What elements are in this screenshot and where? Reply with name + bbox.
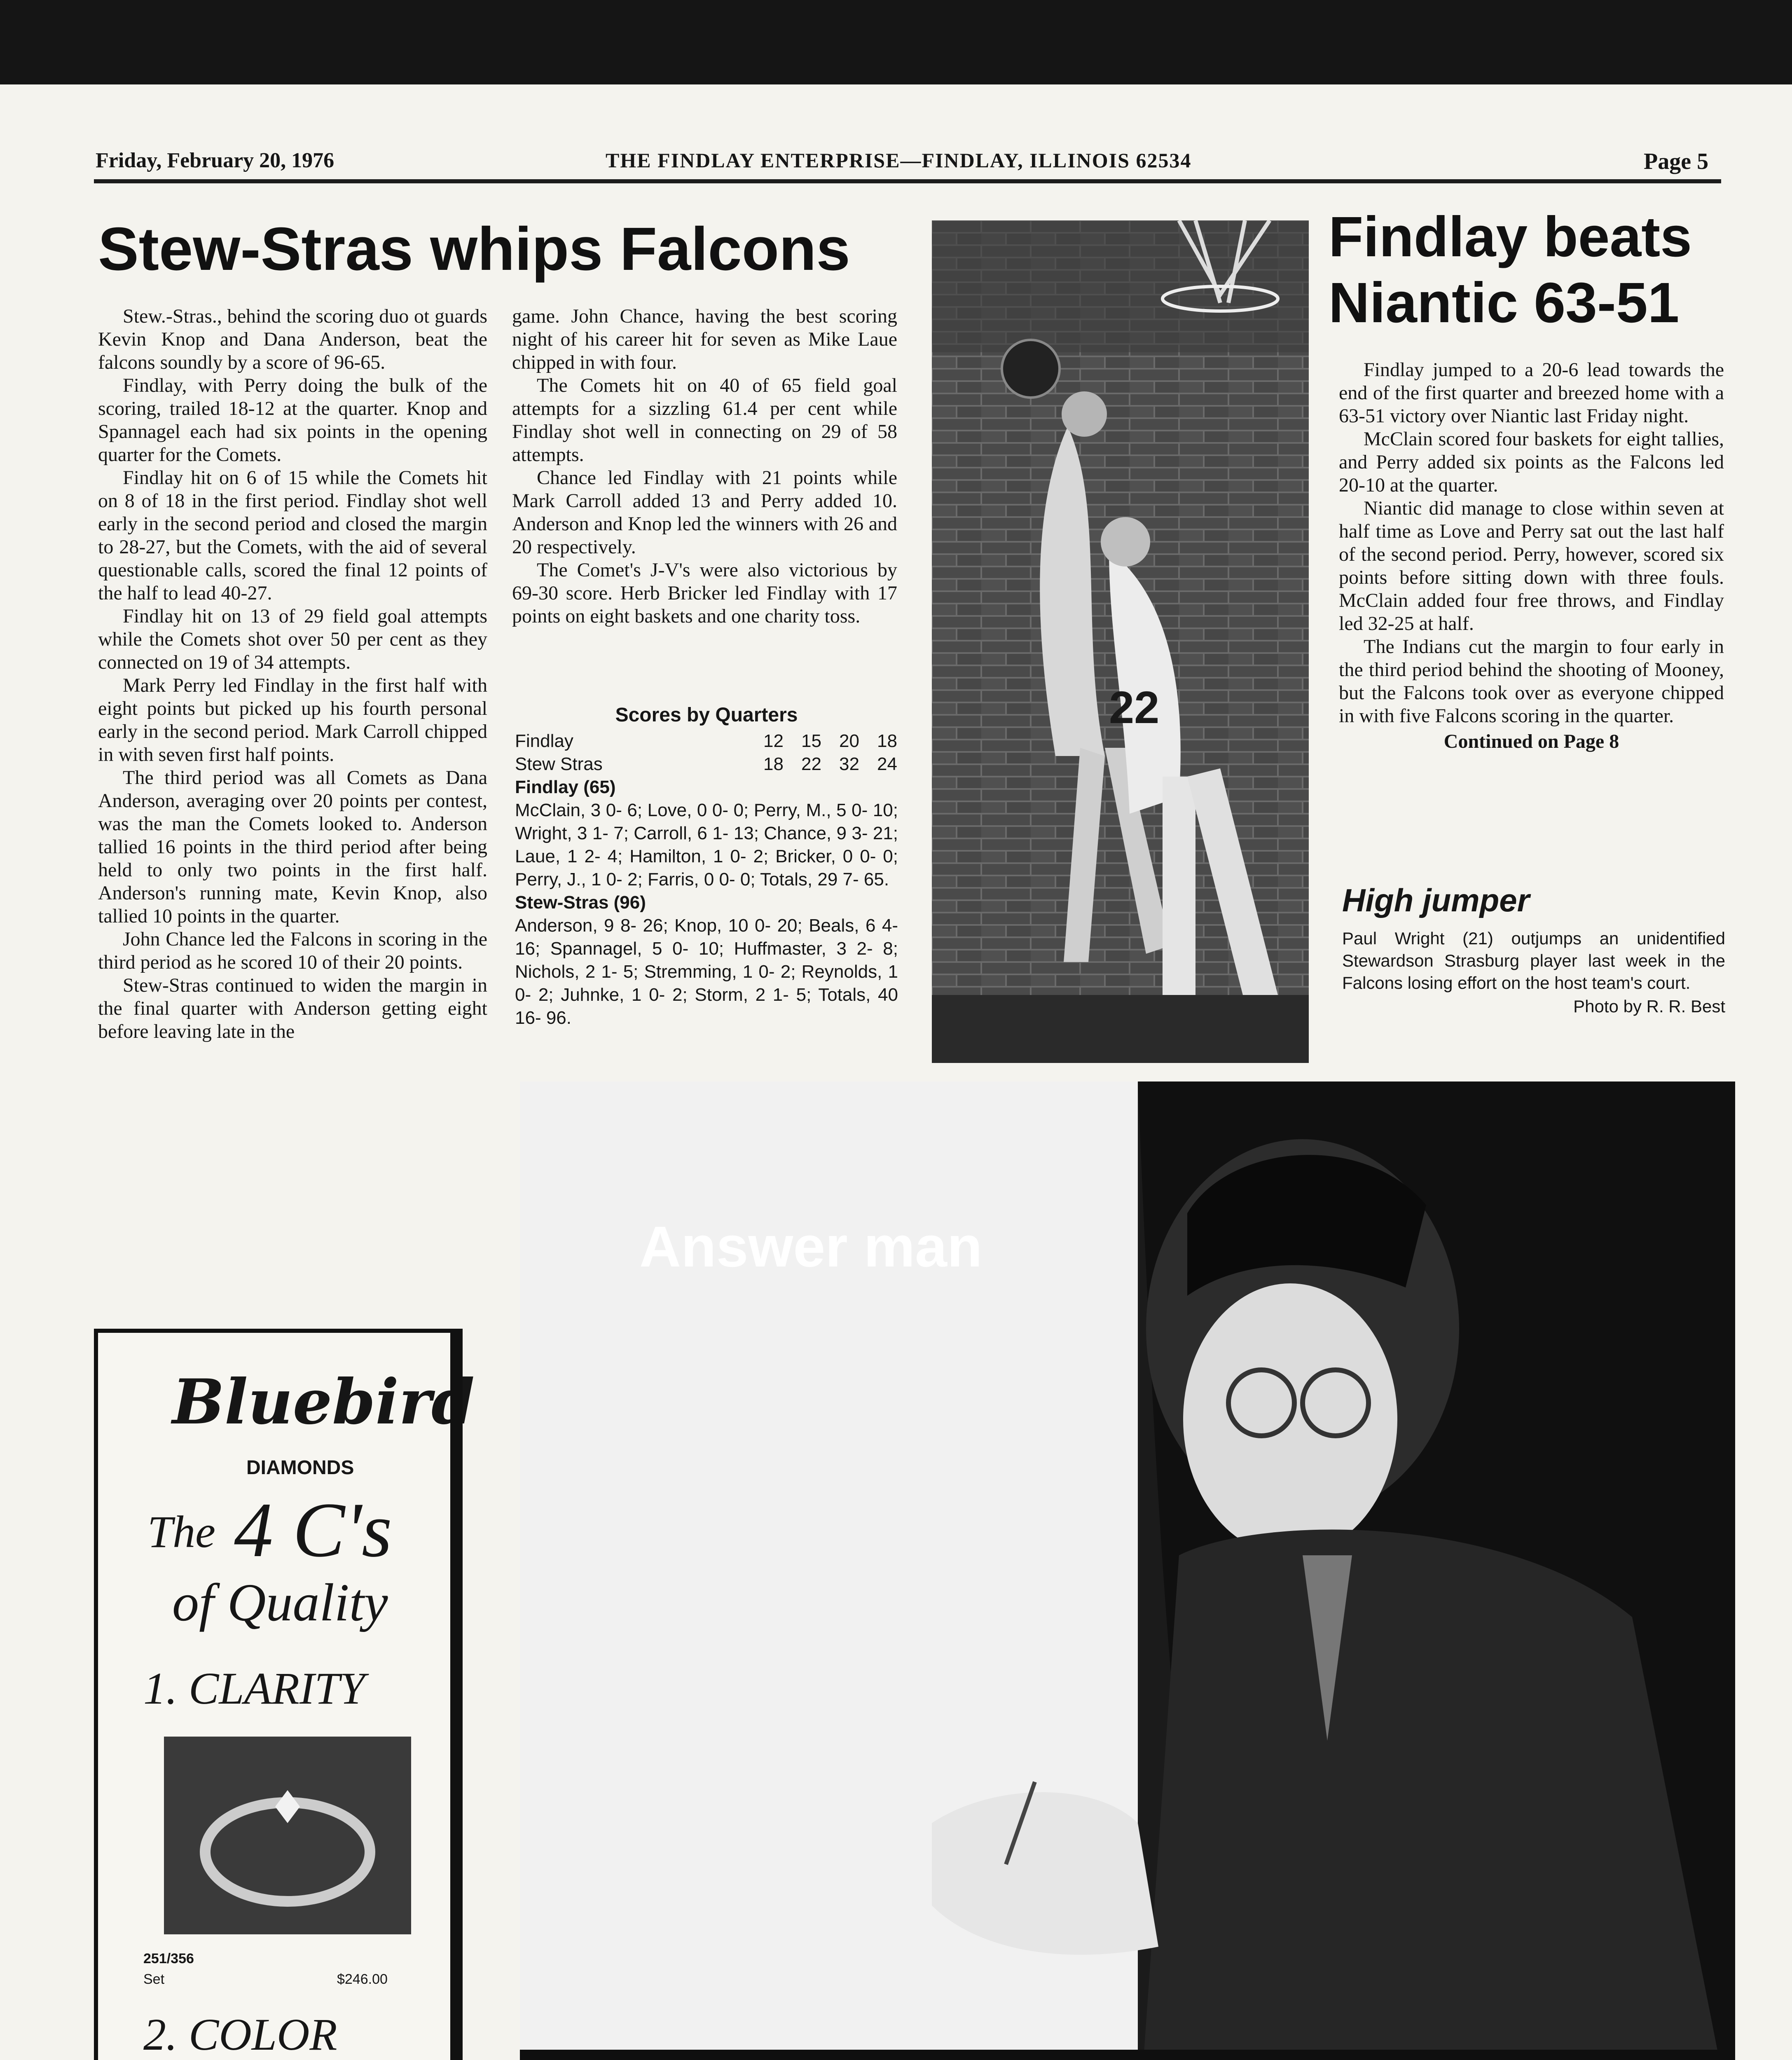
masthead: THE FINDLAY ENTERPRISE—FINDLAY, ILLINOIS 62534 [606, 149, 1192, 172]
answer-man-title: Answer man [639, 1214, 983, 1279]
quarter-score: 20 [839, 731, 859, 751]
quarter-row-findlay [515, 730, 898, 753]
item-title: 2. COLOR [143, 2009, 337, 2060]
box-score-title: Scores by Quarters [615, 704, 798, 726]
article2-body [1339, 358, 1724, 753]
article1-paragraph: Stew.-Stras., behind the scoring duo ot guards Kevin Knop and Dana Anderson, beat the falcons soundly by a score of 96-65. [98, 305, 487, 373]
article1-column2 [512, 305, 897, 628]
quarter-score: 15 [801, 731, 821, 751]
caption-title: High jumper [1342, 882, 1530, 918]
page-number: Page 5 [1644, 149, 1709, 174]
article1-paragraph: game. John Chance, having the best scoring night of his career hit for seven as Mike Laue chipped in with four. [512, 305, 897, 373]
article1-paragraph: The third period was all Comets as Dana Anderson, averaging over 20 points per contest, was the man the Comets looked to. Anderson tallied 16 points in the third period after being held to only two points in the first half. Anderson's running mate, Kevin Knop, also tallied 10 points in the quarter. [98, 767, 487, 927]
quarter-score: 32 [839, 754, 859, 774]
findlay-stats: McClain, 3 0- 6; Love, 0 0- 0; Perry, M., 5 0- 10; Wright, 3 1- 7; Carroll, 6 1- 13; Chance, 9 3- 21; Laue, 1 2- 4; Hamilton, 1 0- 2; Bricker, 0 0- 0; Perry, J., 1 0- 2; Farris, 0 0- 0; Totals, 29 7- 65. [515, 800, 898, 890]
article2-paragraph: The Indians cut the margin to four early in the third period behind the shooting of Mooney, but the Falcons took over as everyone chipped in with five Falcons scoring in the quarter. [1339, 636, 1724, 727]
tagline-quality: of Quality [172, 1573, 388, 1632]
item-title: 1. CLARITY [143, 1663, 365, 1714]
quarter-score: 18 [877, 731, 897, 751]
article1-paragraph: Findlay, with Perry doing the bulk of the scoring, trailed 18-12 at the quarter. Knop and Spannagel each had six points in the opening quarter for the Comets. [98, 375, 487, 466]
article1-paragraph: The Comets hit on 40 of 65 field goal attempts for a sizzling 61.4 per cent while Findlay shot well in connecting on 29 of 58 attempts. [512, 375, 897, 466]
item-price: $246.00 [337, 1971, 388, 1987]
article2-headline-line2: Niantic 63-51 [1329, 271, 1680, 335]
basketball-photo [932, 220, 1309, 1063]
jersey-number: 22 [1109, 682, 1160, 733]
stew-stras-heading: Stew-Stras (96) [515, 892, 646, 913]
issue-date: Friday, February 20, 1976 [96, 149, 335, 172]
item-set: Set [143, 1971, 165, 1987]
article1-paragraph: Stew-Stras continued to widen the margin in the final quarter with Anderson getting eight before leaving late in the [98, 974, 487, 1042]
article2-paragraph: Findlay jumped to a 20-6 lead towards the end of the first quarter and breezed home with a 63-51 victory over Niantic last Friday night. [1339, 359, 1724, 427]
header-rule [94, 179, 1721, 183]
continued-note: Continued on Page 8 [1443, 730, 1619, 752]
bluebird-logo: Bluebird [172, 1366, 475, 1438]
ring-icon [164, 1737, 411, 1934]
article1-paragraph: Mark Perry led Findlay in the first half with eight points but picked up his fourth personal early in the second period. Mark Carroll chipped in with seven first half points. [98, 674, 487, 765]
photo-credit: Photo by R. R. Best [1573, 997, 1725, 1016]
item-sku: 251/356 [143, 1951, 194, 1966]
article1-headline: Stew-Stras whips Falcons [98, 215, 850, 283]
photo-caption [1342, 882, 1725, 1016]
ring-image [164, 1737, 411, 1934]
article1-paragraph: John Chance led the Falcons in scoring in the third period as he scored 10 of their 20 points. [98, 928, 487, 973]
tagline-the: The [147, 1507, 215, 1557]
answer-man-photo [520, 1082, 1735, 2060]
quarter-score: 24 [877, 754, 897, 774]
team-name: Findlay [515, 731, 573, 751]
article2-headline [1329, 204, 1692, 336]
box-score [515, 700, 898, 1030]
team-name: Stew Stras [515, 754, 603, 774]
article1-column1 [98, 305, 487, 1043]
stew-stras-stats: Anderson, 9 8- 26; Knop, 10 0- 20; Beals, 6 4- 16; Spannagel, 5 0- 10; Huffmaster, 3 2- 8; Nichols, 2 1- 5; Stremming, 1 0- 2; Reynolds, 1 0- 2; Juhnke, 1 0- 2; Storm, 2 1- 5; Totals, 40 16- 96. [515, 915, 898, 1028]
quarter-score: 22 [801, 754, 821, 774]
basketball-photo-art [932, 220, 1309, 1063]
quarter-row-stew-stras [515, 753, 898, 776]
article2-paragraph: Niantic did manage to close within seven at half time as Love and Perry sat out the last half of the second period. Perry, however, scored six points before sitting down with three fouls. McClain added four free throws, and Findlay led 32-25 at half. [1339, 497, 1724, 634]
article1-paragraph: The Comet's J-V's were also victorious by 69-30 score. Herb Bricker led Findlay with 17 points on eight baskets and one charity toss. [512, 559, 897, 627]
bluebird-sub: DIAMONDS [246, 1457, 354, 1479]
article2-paragraph: McClain scored four baskets for eight tallies, and Perry added six points as the Falcons led 20-10 at the quarter. [1339, 428, 1724, 496]
quarter-score: 12 [763, 731, 784, 751]
article1-paragraph: Findlay hit on 6 of 15 while the Comets hit on 8 of 18 in the first period. Findlay shot well early in the second period and closed the margin to 28-27, but the Comets, with the aid of several questionable calls, scored the final 12 points of the half to lead 40-27. [98, 467, 487, 604]
caption-text: Paul Wright (21) outjumps an unidentified Stewardson Strasburg player last week in the Falcons losing effort on the host team's court. [1342, 929, 1725, 993]
article1-paragraph: Chance led Findlay with 21 points while Mark Carroll added 13 and Perry added 10. Anderson and Knop led the winners with 26 and 20 respectively. [512, 467, 897, 558]
quarter-score: 18 [763, 754, 784, 774]
article1-paragraph: Findlay hit on 13 of 29 field goal attempts while the Comets shot over 50 per cent as they connected on 19 of 34 attempts. [98, 605, 487, 673]
scan-top-border [0, 0, 1792, 84]
findlay-heading: Findlay (65) [515, 777, 616, 797]
jewelry-ad [94, 1329, 475, 2060]
tagline-4cs: 4 C's [234, 1487, 392, 1573]
article2-headline-line1: Findlay beats [1329, 205, 1692, 269]
